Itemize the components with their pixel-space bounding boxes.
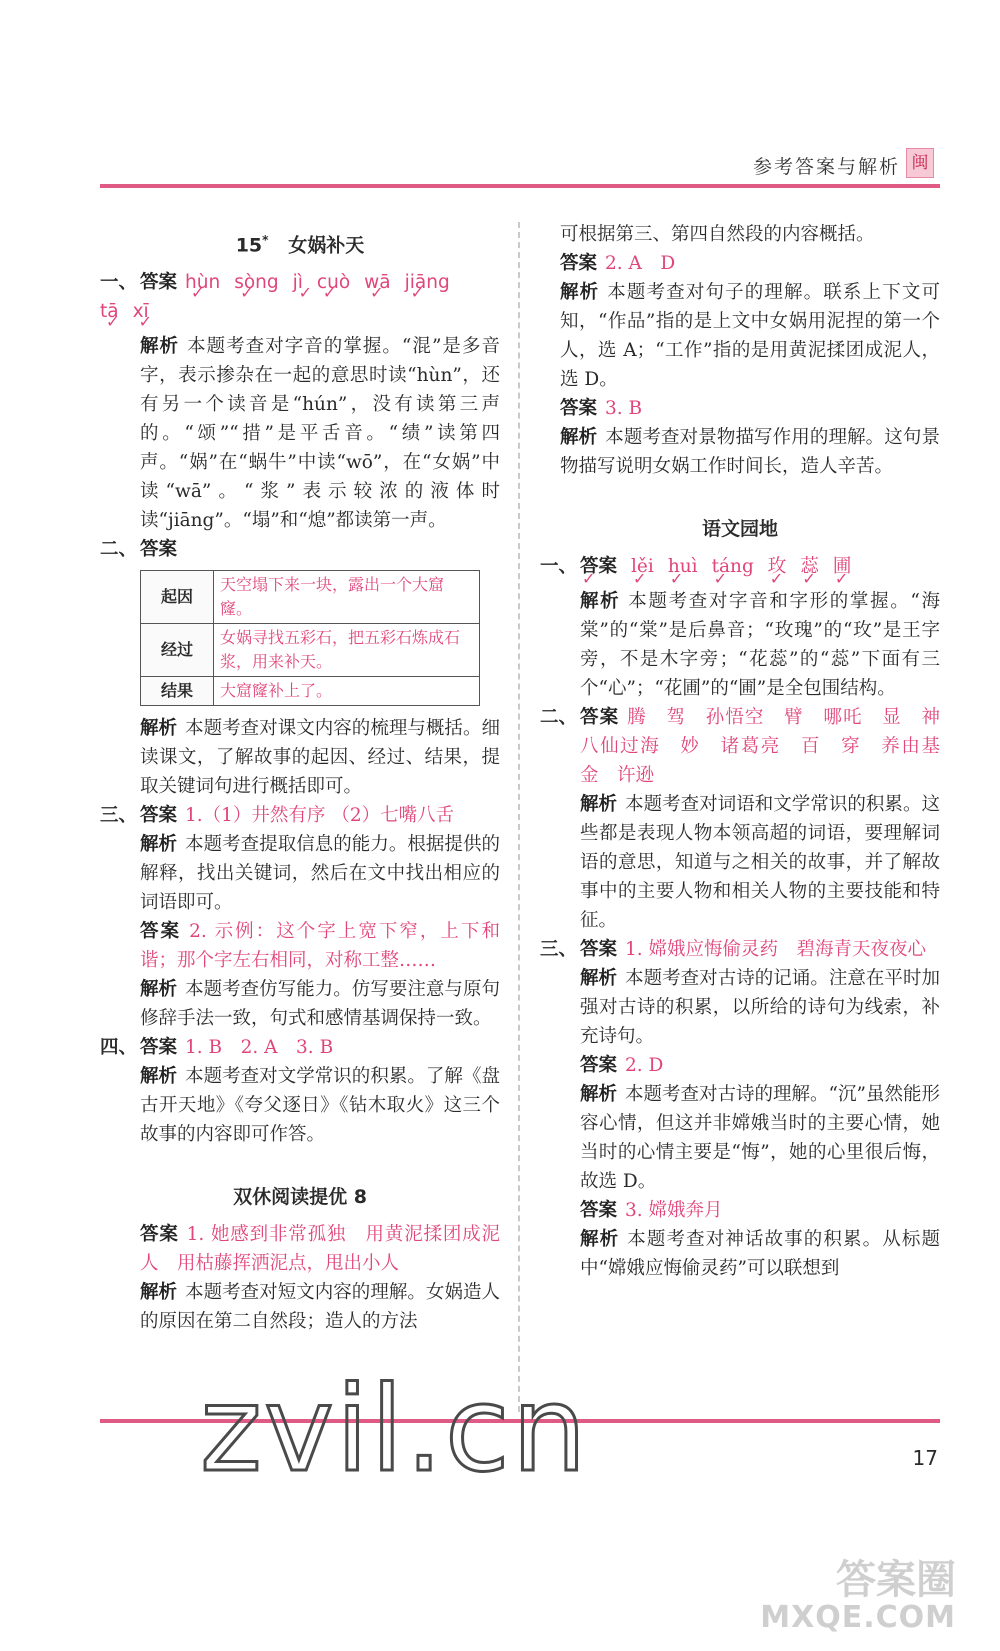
answer-text: 腾 驾 孙悟空 臂 哪吒 显 神 八仙过海 妙 诸葛亮 百 穿 养由基 金 许逊: [580, 707, 959, 786]
analysis: [140, 975, 500, 1033]
pinyin-item: jì ✓: [293, 268, 303, 297]
analysis-label: 解析: [580, 968, 618, 989]
answer-item: 玫 ✓: [768, 552, 787, 581]
analysis-label: 解析: [560, 282, 600, 303]
answer-item: 圃 ✓: [833, 552, 852, 581]
reading-continued: [540, 220, 940, 481]
lesson-title: [100, 226, 500, 260]
question-number: 三、: [100, 805, 138, 827]
analysis-label: 解析: [140, 718, 178, 740]
answer-text: 1. B 2. A 3. B: [185, 1037, 334, 1059]
answer: [140, 1033, 500, 1062]
answer-text: 1. 她感到非常孤独 用黄泥揉团成泥人 用枯藤挥洒泥点，甩出小人: [140, 1224, 500, 1275]
pinyin-item: jiāng ✓: [405, 268, 450, 297]
analysis-label: 解析: [580, 591, 621, 612]
answer-label: 答案: [140, 539, 178, 561]
analysis-text: 本题考查对字音和字形的掌握。“海棠”的“棠”是后鼻音；“玫瑰”的“玫”是王字旁，不是木字旁；“花蕊”的“蕊”下面有三个“心”；“花圃”的“圃”是全包围结构。: [580, 591, 940, 699]
pinyin-answer: [140, 268, 500, 297]
pinyin-item: tā ✓: [100, 297, 119, 326]
site-logo: 答案圈: [836, 1557, 956, 1603]
analysis-text: 本题考查对词语和文学常识的积累。这些都是表现人物本领高超的词语，要理解词语的意思，知道与之相关的故事，并了解故事中的主要人物和相关人物的主要技能和特征。: [580, 794, 940, 931]
garden-question-2: [540, 703, 959, 935]
pinyin-item: xī ✓: [133, 297, 149, 326]
pinyin-item: sòng ✓: [234, 268, 278, 297]
answer-text: 2. A D: [605, 253, 676, 274]
answer-item: táng ✓: [712, 552, 754, 581]
analysis-text: 本题考查对神话故事的积累。从标题中“嫦娥应悔偷灵药”可以联想到: [580, 1229, 940, 1279]
answer: [580, 935, 940, 964]
answer-label: 答案: [140, 1037, 178, 1059]
analysis-text: 本题考查仿写能力。仿写要注意与原句修辞手法一致，句式和感情基调保持一致。: [140, 979, 500, 1030]
story-structure-table: [140, 570, 480, 706]
running-header: 参考答案与解析: [752, 156, 900, 178]
top-rule: [100, 184, 940, 188]
table-row: [141, 571, 480, 624]
answer-text: 3. 嫦娥奔月: [625, 1200, 723, 1221]
analysis-label: 解析: [580, 1229, 620, 1250]
table-key: 起因: [141, 571, 214, 624]
table-key: 经过: [141, 624, 214, 677]
lesson-name: 女娲补天: [288, 234, 365, 257]
pinyin-item: wā ✓: [364, 268, 390, 297]
answer-item: huì ✓: [668, 552, 698, 581]
lesson-number: 15: [235, 234, 263, 257]
left-column: [100, 220, 500, 1336]
answer-label: 答案: [560, 253, 598, 274]
answer-label: 答案 ✓: [580, 552, 617, 581]
answer: [580, 703, 959, 790]
analysis-text: 本题考查对短文内容的理解。女娲造人的原因在第二自然段；造人的方法: [140, 1282, 500, 1333]
answer-label: 答案: [140, 805, 178, 827]
question-4: [100, 1033, 500, 1149]
column-divider: [518, 222, 520, 1412]
answer-label: 答案: [580, 1200, 618, 1221]
analysis: [580, 790, 940, 935]
question-1: [100, 268, 500, 535]
region-badge: 闽: [906, 148, 934, 178]
analysis-label: 解析: [580, 1084, 618, 1105]
analysis-text: 本题考查对课文内容的梳理与概括。细读课文，了解故事的起因、经过、结果，提取关键词句进行概括即可。: [140, 718, 500, 798]
question-number: 二、: [540, 707, 578, 728]
analysis-text: 本题考查提取信息的能力。根据提供的解释，找出关键词，然后在文中找出相应的词语即可。: [140, 834, 500, 914]
question-3: [100, 801, 500, 1033]
answer-item: lěi ✓: [631, 552, 654, 581]
question-number: 二、: [100, 539, 138, 561]
question-number: 四、: [100, 1037, 138, 1059]
answer: [560, 249, 940, 278]
analysis: [140, 1278, 500, 1336]
reading-section: [100, 1220, 500, 1336]
analysis-text: 本题考查对古诗的记诵。注意在平时加强对古诗的积累，以所给的诗句为线索，补充诗句。: [580, 968, 940, 1047]
answer-label: 答案: [140, 921, 182, 943]
question-2: [100, 535, 500, 801]
analysis-label: 解析: [580, 794, 618, 815]
analysis-continued: 可根据第三、第四自然段的内容概括。: [560, 224, 875, 245]
answer: [560, 394, 940, 423]
table-key: 结果: [141, 677, 214, 706]
analysis: [140, 714, 500, 801]
answer-label: 答案: [580, 939, 618, 960]
table-row: [141, 677, 480, 706]
analysis-text: 本题考查对景物描写作用的理解。这句景物描写说明女娲工作时间长，造人辛苦。: [560, 427, 940, 477]
pinyin-item: cuò ✓: [317, 268, 350, 297]
answer-label: 答案: [580, 1055, 618, 1076]
analysis-label: 解析: [140, 834, 178, 856]
garden-title: 语文园地: [701, 518, 778, 540]
right-column: [540, 220, 959, 1283]
garden-question-1: [540, 552, 940, 703]
analysis-label: 解析: [140, 1282, 178, 1304]
answer: [140, 1220, 500, 1278]
analysis-label: 解析: [140, 336, 180, 358]
answer-text: 1.（1）井然有序 （2）七嘴八舌: [185, 805, 455, 827]
table-value: 女娲寻找五彩石，把五彩石炼成石浆，用来补天。: [214, 624, 480, 677]
analysis: [560, 278, 940, 394]
site-logo-url: MXQE.COM: [760, 1600, 956, 1635]
analysis: [140, 332, 500, 535]
analysis: [580, 964, 940, 1051]
table-row: [141, 624, 480, 677]
analysis-text: 本题考查对字音的掌握。“混”是多音字，表示掺杂在一起的意思时读“hùn”，还有另一个读音是“hún”，没有读第三声的。“颂”“措”是平舌音。“绩”读第四声。“娲”在“蜗牛”中读“wō”，在“女娲”中读“wā”。“浆”表示较浓的液体时读“jiāng”。“塌”和“熄”都读第一声。: [140, 336, 500, 532]
answer-label: 答案: [560, 398, 598, 419]
question-number: 三、: [540, 939, 578, 960]
answer: [140, 917, 500, 975]
question-number: 一、: [100, 272, 138, 294]
analysis-text: 本题考查对古诗的理解。“沉”虽然能形容心情，但这并非嫦娥当时的主要心情，她当时的心情主要是“悔”，她的心里很后悔，故选 D。: [580, 1084, 940, 1192]
analysis-text: 本题考查对文学常识的积累。了解《盘古开天地》《夸父逐日》《钻木取火》这三个故事的内容即可作答。: [140, 1066, 500, 1146]
analysis: [140, 830, 500, 917]
analysis: [580, 1080, 940, 1196]
analysis: [560, 423, 940, 481]
reading-title: 双休阅读提优 8: [233, 1186, 367, 1209]
table-value: 天空塌下来一块，露出一个大窟窿。: [214, 571, 480, 624]
analysis-label: 解析: [140, 979, 178, 1001]
lesson-mark: *: [262, 233, 269, 247]
answer-label: 答案: [580, 707, 620, 728]
answer-text: 2. 示例：这个字上宽下窄，上下和谐；那个字左右相同，对称工整……: [140, 921, 500, 972]
analysis-label: 解析: [560, 427, 598, 448]
answer-label: 答案: [140, 272, 178, 294]
answer: [140, 801, 500, 830]
analysis: [140, 1062, 500, 1149]
question-number: 一、: [540, 556, 578, 577]
answer: [580, 1051, 940, 1080]
analysis-text: 本题考查对句子的理解。联系上下文可知，“作品”指的是上文中女娲用泥捏的第一个人，选 A；“工作”指的是用黄泥揉团成泥人，选 D。: [560, 282, 940, 390]
analysis: [580, 1225, 940, 1283]
garden-question-3: [540, 935, 940, 1283]
answer-text: 2. D: [625, 1055, 664, 1076]
answer: [580, 1196, 940, 1225]
watermark: zvil.cn: [200, 1360, 589, 1498]
answer-label: 答案: [140, 1224, 179, 1246]
pinyin-item: hùn ✓: [185, 268, 220, 297]
answer-text: 1. 嫦娥应悔偷灵药 碧海青天夜夜心: [625, 939, 927, 960]
table-value: 大窟窿补上了。: [214, 677, 480, 706]
analysis: [580, 587, 940, 703]
answer-text: 3. B: [605, 398, 643, 419]
page-number: 17: [912, 1446, 938, 1470]
answer-item: 蕊 ✓: [800, 552, 819, 581]
analysis-label: 解析: [140, 1066, 178, 1088]
answer: [580, 552, 940, 581]
